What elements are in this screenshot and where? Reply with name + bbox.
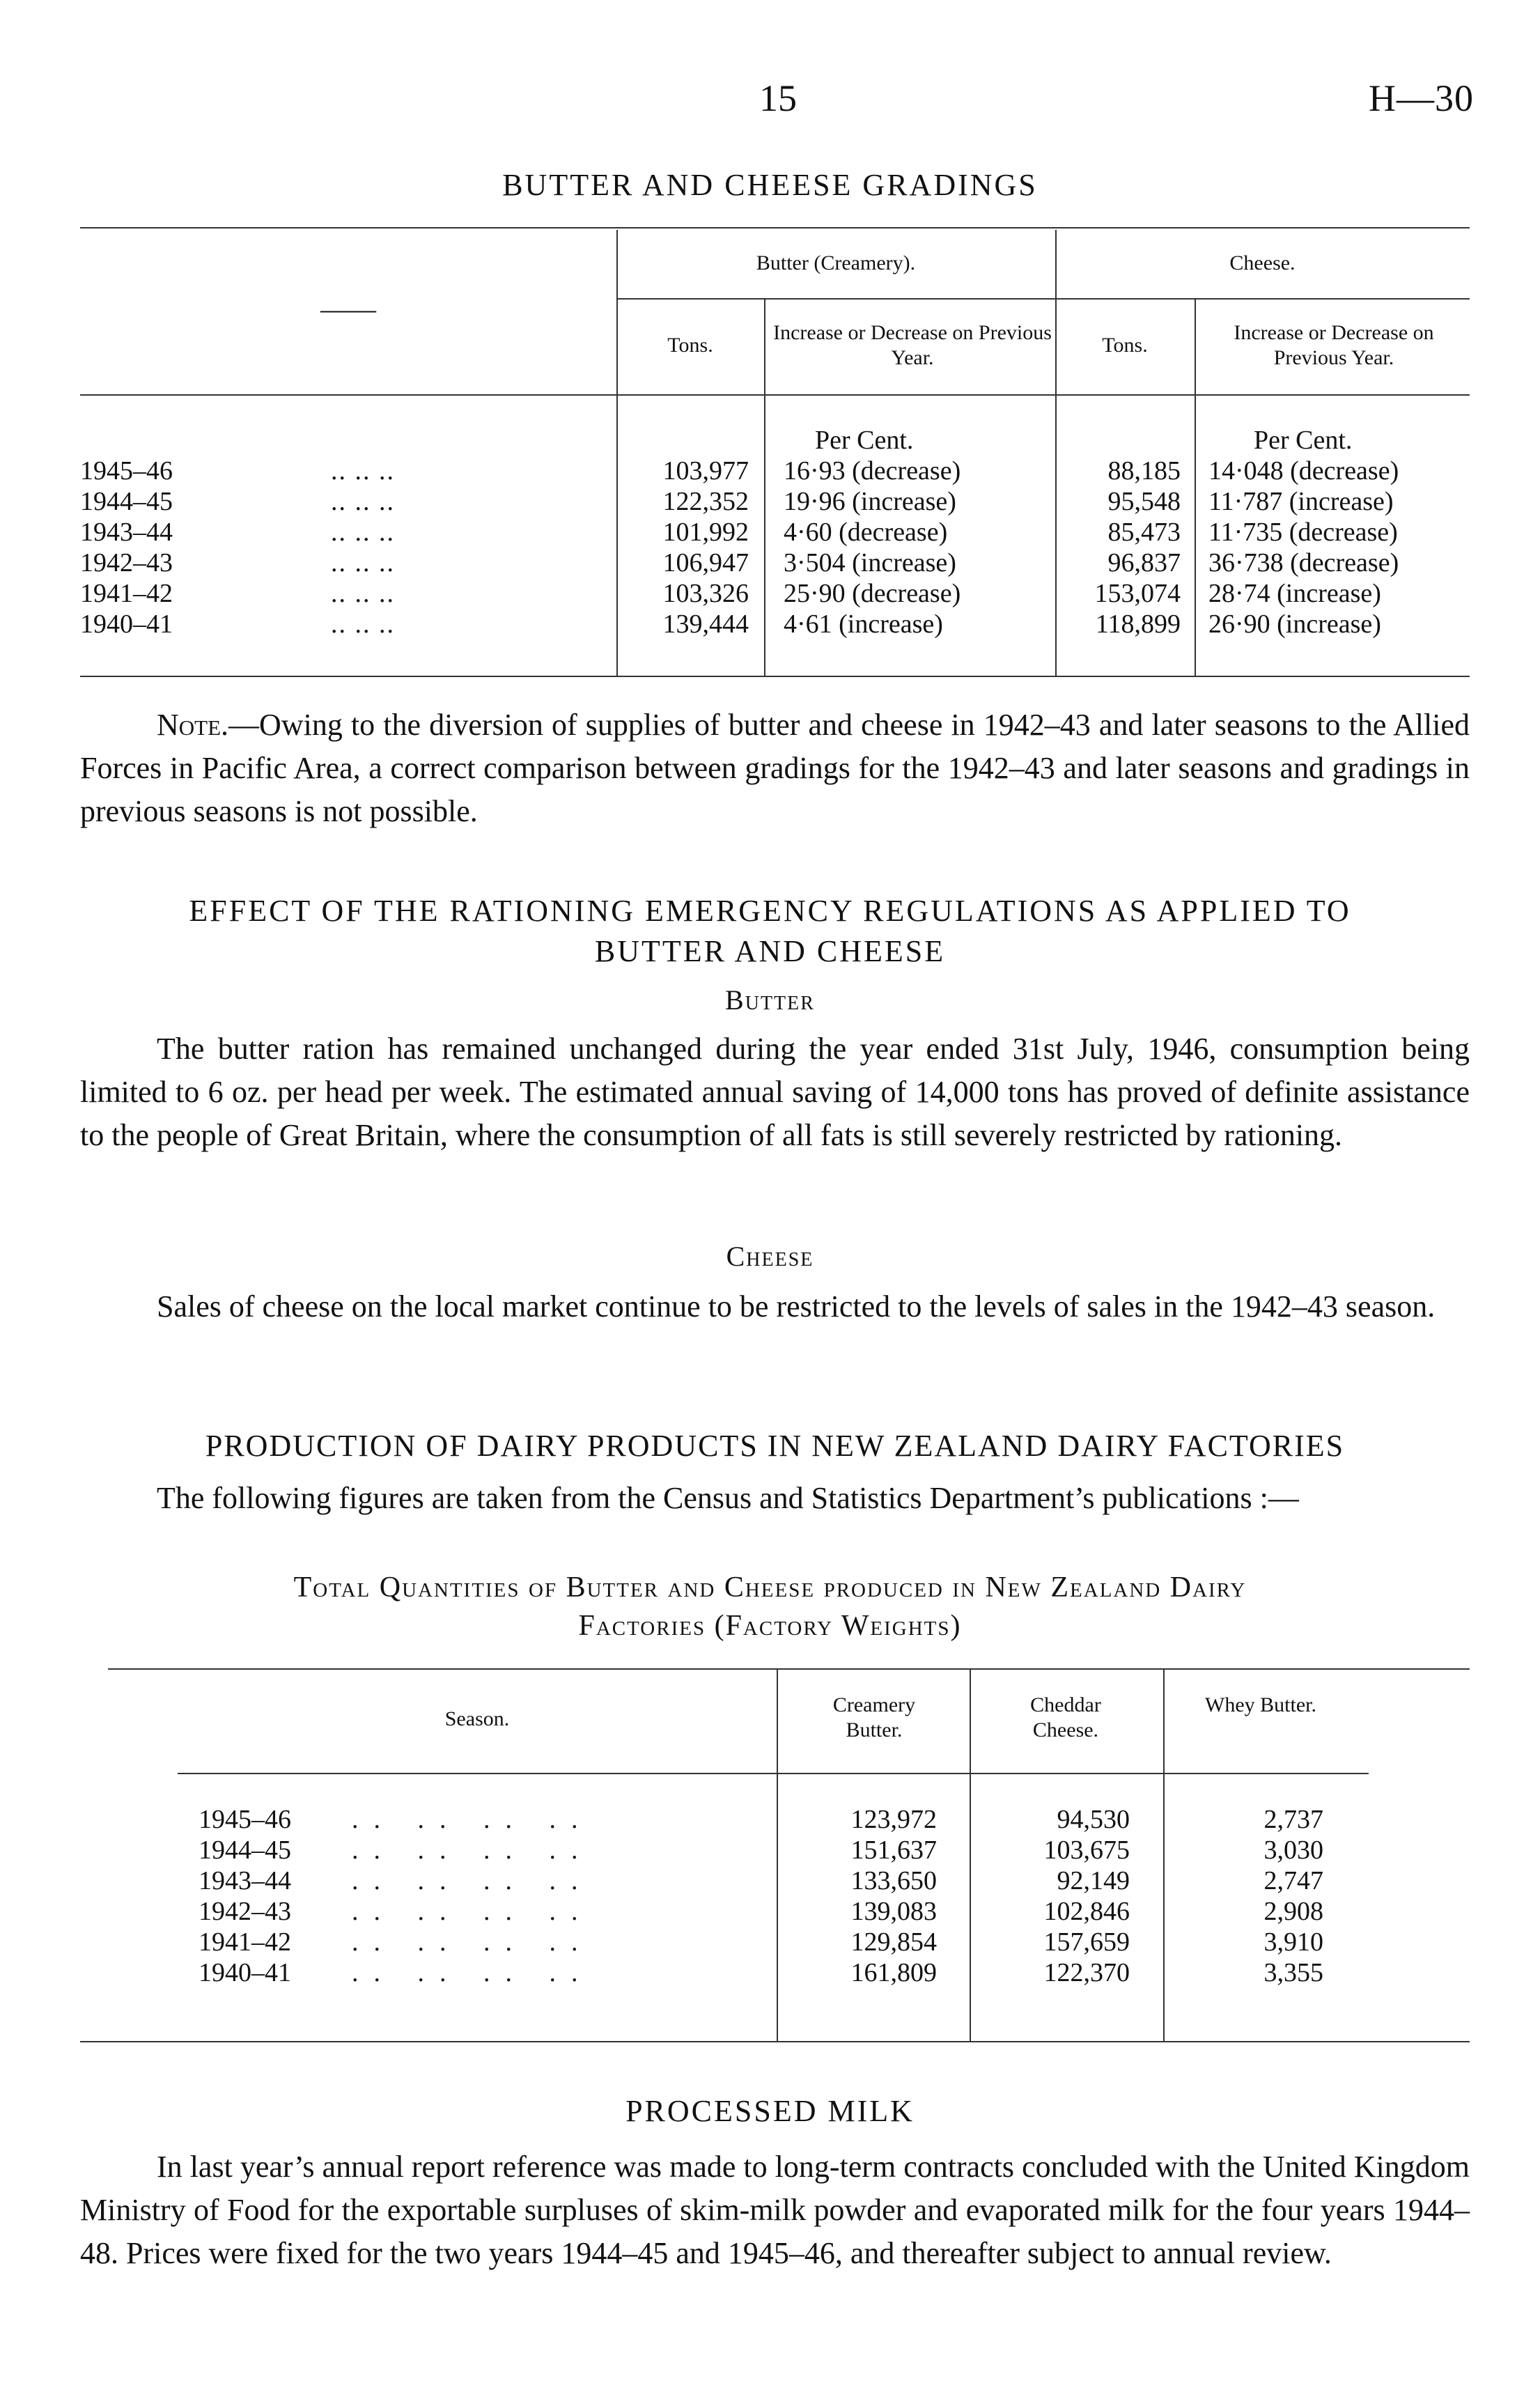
butter-change-cell: 4·60 (decrease) [784,518,948,547]
cheese-paragraph: Sales of cheese on the local market continue to be restricted to the levels of sales in the 1942–43 season. [157,1289,1436,1324]
row-year: 1944–45 [80,487,173,516]
production-heading: PRODUCTION OF DAIRY PRODUCTS IN NEW ZEALAND DAIRY FACTORIES [205,1429,1345,1463]
processed-milk-paragraph: In last year’s annual report reference was made to long-term contracts concluded with the United Kingdom Ministry of Food for the exportable surpluses of skim-milk powder and evaporated milk for the four years 1944–48. Prices were fixed for the two years 1944–45 and 1945–46, and thereafter subject to annual review. [80,2150,1470,2270]
cheese-tons-cell: 118,899 [1095,610,1181,639]
cheese-tons-header: Tons. [1102,334,1148,357]
cheese-change-cell: 28·74 (increase) [1208,579,1381,608]
butter-tons-cell: 122,352 [662,487,749,516]
whey-cell: 3,355 [1263,1958,1323,1987]
butter-per-cent-label: Per Cent. [815,426,914,455]
production-intro: The following figures are taken from the Census and Statistics Department’s publications :— [157,1481,1299,1515]
rationing-heading-line2: BUTTER AND CHEESE [594,934,946,968]
row-leader-dots: .. .. .. [331,487,395,516]
whey-cell: 2,747 [1263,1866,1323,1895]
creamery-cell: 123,972 [850,1805,937,1834]
creamery-cell: 129,854 [850,1927,937,1957]
season-header: Season. [444,1707,510,1730]
cheese-change-cell: 36·738 (decrease) [1208,548,1399,577]
cheddar-cell: 103,675 [1043,1835,1130,1865]
cheese-tons-cell: 95,548 [1107,487,1181,516]
cheese-group-header: Cheese. [1229,251,1296,274]
cheese-change-header: Increase or Decrease on Previous Year. [1234,321,1434,369]
gradings-note [80,704,1470,833]
whey-cell: 2,737 [1263,1805,1323,1834]
production-table-title-line1: Total Quantities of Butter and Cheese produced in New Zealand Dairy [293,1571,1247,1604]
row-year: 1945–46 [199,1805,291,1834]
creamery-cell: 133,650 [850,1866,937,1895]
gradings-title: BUTTER AND CHEESE GRADINGS [502,168,1038,202]
butter-subheading: Butter [725,984,815,1016]
creamery-cell: 161,809 [850,1958,937,1987]
row-leader-dots: .. .. .. .. [352,1866,593,1895]
cheese-change-cell: 11·735 (decrease) [1208,518,1398,547]
report-reference: H—30 [1369,77,1474,119]
butter-change-cell: 4·61 (increase) [784,610,943,639]
butter-paragraph: The butter ration has remained unchanged during the year ended 31st July, 1946, consumption being limited to 6 oz. per head per week. The estimated annual saving of 14,000 tons has proved of definite assistance to the people of Great Britain, where the consumption of all fats is still severely restricted by rationing. [80,1032,1470,1152]
butter-change-cell: 19·96 (increase) [784,487,956,516]
row-leader-dots: .. .. .. .. [352,1927,593,1957]
row-year: 1942–43 [199,1897,291,1926]
row-year: 1943–44 [199,1866,291,1895]
row-leader-dots: .. .. .. [331,610,395,639]
butter-tons-cell: 103,977 [662,456,749,486]
cheddar-cell: 94,530 [1057,1805,1130,1834]
whey-butter-header: Whey Butter. [1205,1693,1316,1716]
cheddar-cell: 92,149 [1057,1866,1130,1895]
cheese-tons-cell: 88,185 [1107,456,1181,486]
cheddar-cell: 102,846 [1043,1897,1130,1926]
cheddar-cell: 157,659 [1043,1927,1130,1957]
row-year: 1941–42 [80,579,173,608]
row-leader-dots: .. .. .. .. [352,1958,593,1987]
butter-tons-cell: 106,947 [662,548,749,577]
whey-cell: 2,908 [1263,1897,1323,1926]
note-text: —Owing to the diversion of supplies of butter and cheese in 1942–43 and later seasons to the Allied Forces in Pacific Area, a correct comparison between gradings for the 1942–43 and later seasons and gradings in previous seasons is not possible. [80,708,1470,828]
row-leader-dots: .. .. .. [331,456,395,486]
whey-cell: 3,030 [1263,1835,1323,1865]
note-label: Note. [157,708,229,742]
cheese-change-cell: 14·048 (decrease) [1208,456,1399,486]
row-leader-dots: .. .. .. .. [352,1897,593,1926]
gradings-stub-header: —— [320,293,376,325]
butter-change-cell: 16·93 (decrease) [784,456,961,486]
butter-tons-cell: 101,992 [662,518,749,547]
row-year: 1940–41 [80,610,173,639]
row-leader-dots: .. .. .. [331,518,395,547]
row-year: 1942–43 [80,548,173,577]
row-year: 1943–44 [80,518,173,547]
butter-tons-cell: 103,326 [662,579,749,608]
cheese-change-cell: 11·787 (increase) [1208,487,1394,516]
production-table-title-line2: Factories (Factory Weights) [578,1610,962,1642]
cheese-subheading: Cheese [726,1241,814,1272]
butter-tons-header: Tons. [667,334,713,357]
cheese-tons-cell: 96,837 [1107,548,1181,577]
row-leader-dots: .. .. .. .. [352,1835,593,1865]
whey-cell: 3,910 [1263,1927,1323,1957]
cheddar-cheese-header: Cheddar Cheese. [1030,1693,1101,1741]
butter-change-header: Increase or Decrease on Previous Year. [773,321,1052,369]
row-year: 1941–42 [199,1927,291,1957]
row-year: 1944–45 [199,1835,291,1865]
creamery-butter-header: Creamery Butter. [832,1693,916,1741]
row-year: 1945–46 [80,456,173,486]
processed-milk-heading: PROCESSED MILK [625,2094,915,2128]
butter-tons-cell: 139,444 [662,610,749,639]
row-year: 1940–41 [199,1958,291,1987]
cheese-change-cell: 26·90 (increase) [1208,610,1381,639]
row-leader-dots: .. .. .. [331,579,395,608]
row-leader-dots: .. .. .. [331,548,395,577]
rationing-heading-line1: EFFECT OF THE RATIONING EMERGENCY REGULATIONS AS APPLIED TO [189,894,1351,928]
cheese-tons-cell: 153,074 [1094,579,1181,608]
row-leader-dots: .. .. .. .. [352,1805,593,1834]
butter-group-header: Butter (Creamery). [756,251,916,274]
creamery-cell: 139,083 [850,1897,937,1926]
cheese-tons-cell: 85,473 [1107,518,1181,547]
creamery-cell: 151,637 [850,1835,937,1865]
page-number: 15 [759,77,797,119]
butter-change-cell: 25·90 (decrease) [784,579,961,608]
cheese-per-cent-label: Per Cent. [1254,426,1353,455]
cheddar-cell: 122,370 [1043,1958,1130,1987]
butter-change-cell: 3·504 (increase) [784,548,956,577]
